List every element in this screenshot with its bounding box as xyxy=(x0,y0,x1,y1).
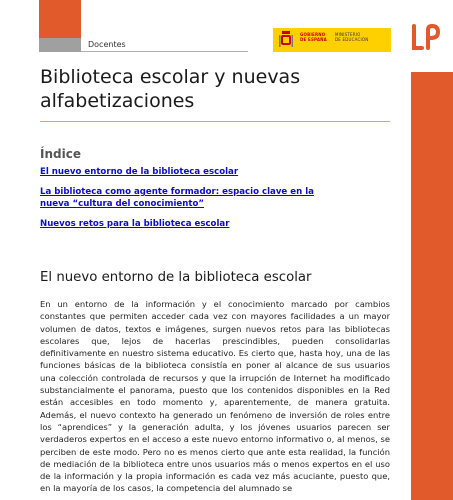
document-title: Biblioteca escolar y nuevas alfabetizaciones xyxy=(40,66,301,112)
gov-logo-text-primary: GOBIERNO DE ESPAÑA xyxy=(300,32,327,42)
toc-link-agente-formador[interactable]: La biblioteca como agente formador: espacio clave en la nueva “cultura del conocimiento” xyxy=(40,187,314,209)
title-divider xyxy=(40,121,390,122)
table-of-contents xyxy=(40,166,380,230)
index-heading: Índice xyxy=(40,147,81,161)
coat-of-arms-icon xyxy=(279,31,293,49)
gov-logo-text-ministry: MINISTERIO DE EDUCACIÓN xyxy=(335,32,369,42)
lf-monogram-icon xyxy=(410,24,442,52)
toc-link-nuevo-entorno[interactable]: El nuevo entorno de la biblioteca escolar xyxy=(40,167,239,177)
government-logo xyxy=(273,28,391,52)
section-label: Docentes xyxy=(88,40,126,49)
header-accent-block xyxy=(39,0,81,38)
side-accent-bar xyxy=(411,72,453,500)
header-rule xyxy=(81,51,248,52)
toc-link-nuevos-retos[interactable]: Nuevos retos para la biblioteca escolar xyxy=(40,219,230,229)
body-paragraph: En un entorno de la información y el conocimiento marcado por cambios constantes que permiten acceder cada vez con mayores facilidades a un mayor volumen de datos, textos e imágenes, surgen nuevos retos para las bibliotecas escolares que, lejos de hacerlas prescindibles, pueden consolidarlas definitivamente en nuestro sistema educativo. Es cierto que, hasta hoy, una de las funciones básicas de la biblioteca consistía en poner al alcance de sus usuarios una colección controlada de recursos y que la irrupción de Internet ha modificado substancialmente el panorama, puesto que los contenidos disponibles en la Red están accesibles en todo momento y, aparentemente, de manera gratuita. Además, el nuevo contexto ha generado un fenómeno de inversión de roles entre los “aprendices” y la generación adulta, y los jóvenes usuarios parecen ser verdaderos expertos en el acceso a este nuevo entorno informativo o, al menos, se perciben de este modo. Pero no es menos cierto que ante esta realidad, la función de mediación de la biblioteca entre unos usuarios más o menos expertos en el uso de la información y la propia información es cada vez más acuciante, puesto que, en la mayoría de los casos, la competencia del alumnado se xyxy=(40,299,390,494)
section-heading: El nuevo entorno de la biblioteca escolar xyxy=(40,270,312,285)
header-grey-bar xyxy=(39,38,81,52)
